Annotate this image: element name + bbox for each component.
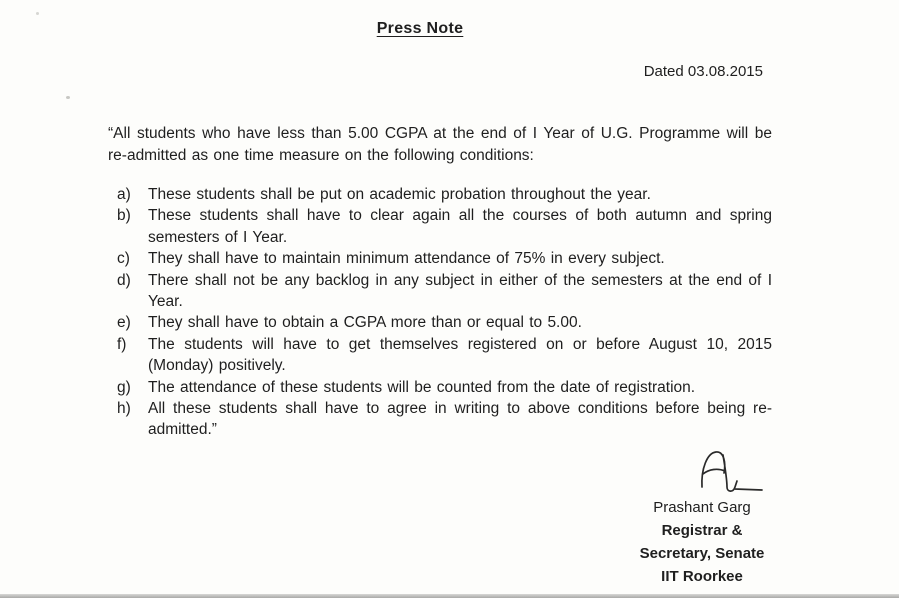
list-item-text: All these students shall have to agree in writing to above conditions before being re-admitted.” [148, 400, 772, 439]
list-item-text: They shall have to obtain a CGPA more than or equal to 5.00. [148, 314, 582, 332]
list-item [117, 377, 772, 398]
scan-edge [0, 594, 899, 598]
list-item-label: h) [117, 400, 131, 418]
signatory-name: Prashant Garg [653, 499, 751, 516]
list-item [117, 270, 772, 313]
document-date: Dated 03.08.2015 [643, 63, 763, 80]
list-item-label: a) [117, 186, 131, 203]
list-item [117, 184, 772, 205]
list-item-text: They shall have to maintain minimum attendance of 75% in every subject. [148, 250, 665, 268]
list-item [117, 248, 772, 269]
conditions-list [117, 184, 772, 441]
list-item-text: These students shall be put on academic probation throughout the year. [148, 186, 651, 203]
scan-artifact-speck [36, 12, 39, 15]
list-item-label: e) [117, 314, 131, 332]
list-item-text: These students shall have to clear again all the courses of both autumn and spring semesters of I Year. [148, 207, 772, 246]
list-item [117, 205, 772, 248]
list-item-label: c) [117, 250, 130, 268]
scan-artifact-speck [66, 96, 70, 99]
list-item-text: The students will have to get themselves registered on or before August 10, 2015 (Monday) positively. [148, 335, 772, 375]
document-title: Press Note [376, 20, 464, 37]
signatory-role-2: Secretary, Senate [639, 545, 765, 562]
list-item-text: The attendance of these students will be counted from the date of registration. [148, 378, 696, 396]
list-item-label: f) [117, 335, 127, 353]
list-item-label: d) [117, 271, 131, 289]
signature-scribble-icon [640, 447, 820, 497]
signature-block [612, 447, 792, 591]
list-item-label: b) [117, 207, 131, 225]
list-item-text: There shall not be any backlog in any subject in either of the semesters at the end of I Year. [148, 271, 772, 311]
list-item [117, 334, 772, 377]
signatory-organization: IIT Roorkee [661, 568, 743, 585]
list-item [117, 312, 772, 333]
list-item [117, 398, 772, 441]
intro-paragraph: “All students who have less than 5.00 CGPA at the end of I Year of U.G. Programme will be re-admitted as one time measure on the following conditions: [108, 125, 772, 164]
list-item-label: g) [117, 378, 131, 396]
signatory-role-1: Registrar & [661, 522, 743, 539]
